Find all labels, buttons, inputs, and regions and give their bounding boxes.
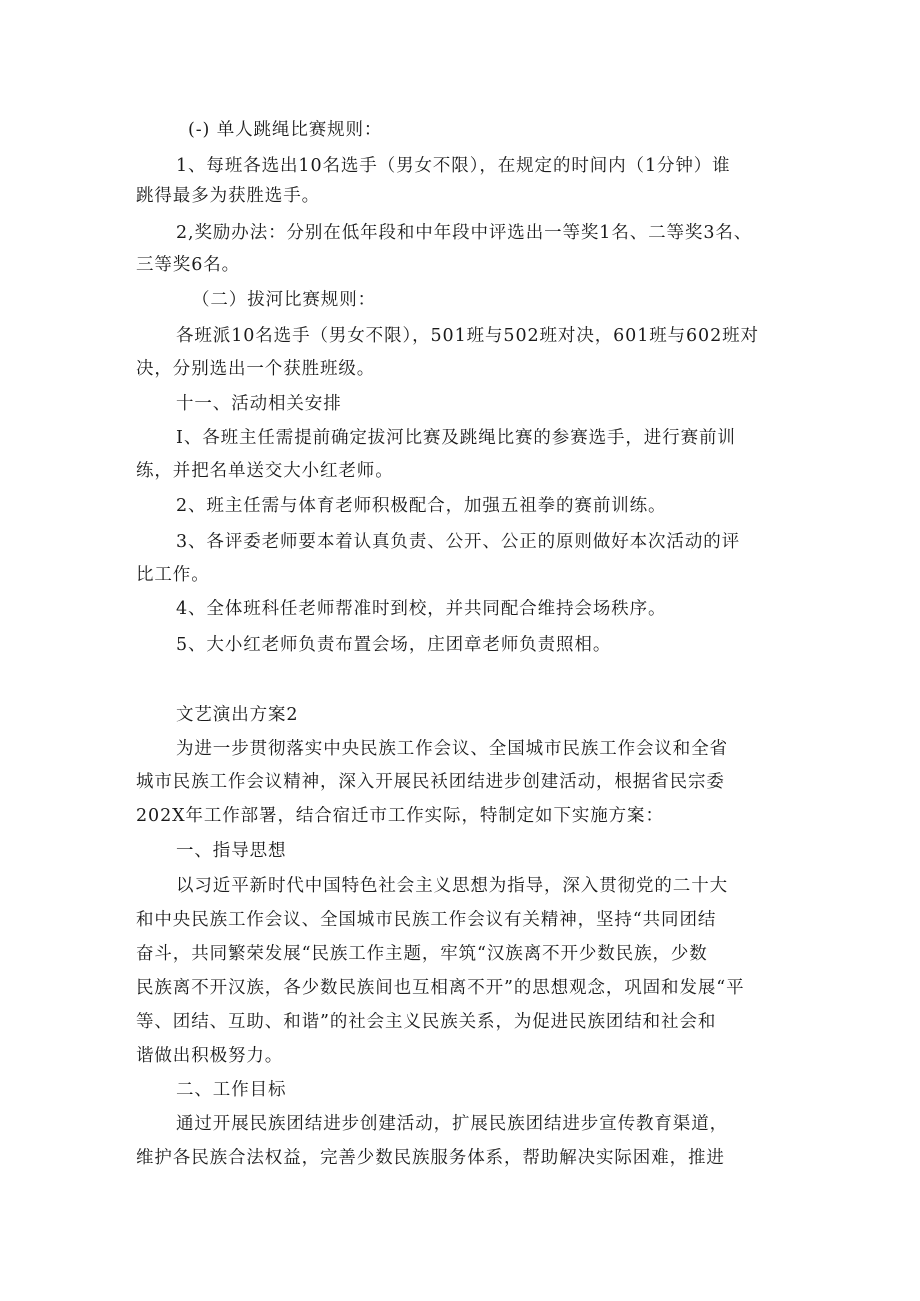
- paragraph-line: 跳得最多为获胜选手。: [136, 186, 320, 206]
- heading-section-eleven: 十一、活动相关安排: [176, 394, 342, 414]
- paragraph-line: 和中央民族工作会议、全国城市民族工作会议有关精神，坚持“共同团结: [136, 910, 717, 930]
- paragraph-line: 5、大小红老师负责布置会场，庄团章老师负责照相。: [176, 635, 612, 655]
- paragraph-line: 城市民族工作会议精神，深入开展民袄团结进步创建活动，根据省民宗委: [136, 772, 725, 792]
- paragraph-line: 各班派10名选手（男女不限），501班与502班对决，601班与602班对: [176, 326, 759, 346]
- heading-guiding-ideology: 一、指导思想: [176, 841, 287, 861]
- paragraph-line: 3、各评委老师要本着认真负责、公开、公正的原则做好本次活动的评: [176, 532, 741, 552]
- paragraph-line: 2、班主任需与体育老师积极配合，加强五祖拳的赛前训练。: [176, 496, 667, 516]
- heading-rope-skipping-rules: (-) 单人跳绳比赛规则：: [188, 120, 383, 140]
- paragraph-line: 2,奖励办法：分别在低年段和中年段中评选出一等奖1名、二等奖3名、: [176, 223, 753, 243]
- heading-performance-plan-2: 文艺演出方案2: [176, 705, 299, 725]
- heading-tug-of-war-rules: （二）拔河比赛规则：: [192, 290, 376, 310]
- paragraph-line: 为进一步贯彻落实中央民族工作会议、全国城市民族工作会议和全省: [176, 739, 728, 759]
- paragraph-line: 奋斗，共同繁荣发展“民族工作主题，牢筑“汉族离不开少数民族，少数: [136, 944, 708, 964]
- paragraph-line: 202X年工作部署，结合宿迁市工作实际，特制定如下实施方案：: [136, 806, 664, 826]
- paragraph-line: 1、每班各选出10名选手（男女不限），在规定的时间内（1分钟）谁: [176, 156, 731, 176]
- paragraph-line: 维护各民族合法权益，完善少数民族服务体系，帮助解决实际困难，推进: [136, 1148, 725, 1168]
- paragraph-line: 通过开展民族团结进步创建活动，扩展民族团结进步宣传教育渠道，: [176, 1114, 728, 1134]
- paragraph-line: 练，并把名单送交大小红老师。: [136, 461, 394, 481]
- paragraph-line: 民族离不开汉族，各少数民族间也互相离不开”的思想观念，巩固和发展“平: [136, 978, 745, 998]
- paragraph-line: 谐做出积极努力。: [136, 1046, 284, 1066]
- paragraph-line: 比工作。: [136, 565, 210, 585]
- paragraph-line: 以习近平新时代中国特色社会主义思想为指导，深入贯彻党的二十大: [176, 876, 728, 896]
- paragraph-line: 等、团结、互助、和谐”的社会主义民族关系，为促进民族团结和社会和: [136, 1012, 717, 1032]
- paragraph-line: 决，分别选出一个获胜班级。: [136, 359, 376, 379]
- paragraph-line: I、各班主任需提前确定拔河比赛及跳绳比赛的参赛选手，进行赛前训: [176, 428, 736, 448]
- paragraph-line: 三等奖6名。: [136, 255, 241, 275]
- heading-work-goals: 二、工作目标: [176, 1080, 287, 1100]
- paragraph-line: 4、全体班科任老师帮准时到校，并共同配合维持会场秩序。: [176, 599, 667, 619]
